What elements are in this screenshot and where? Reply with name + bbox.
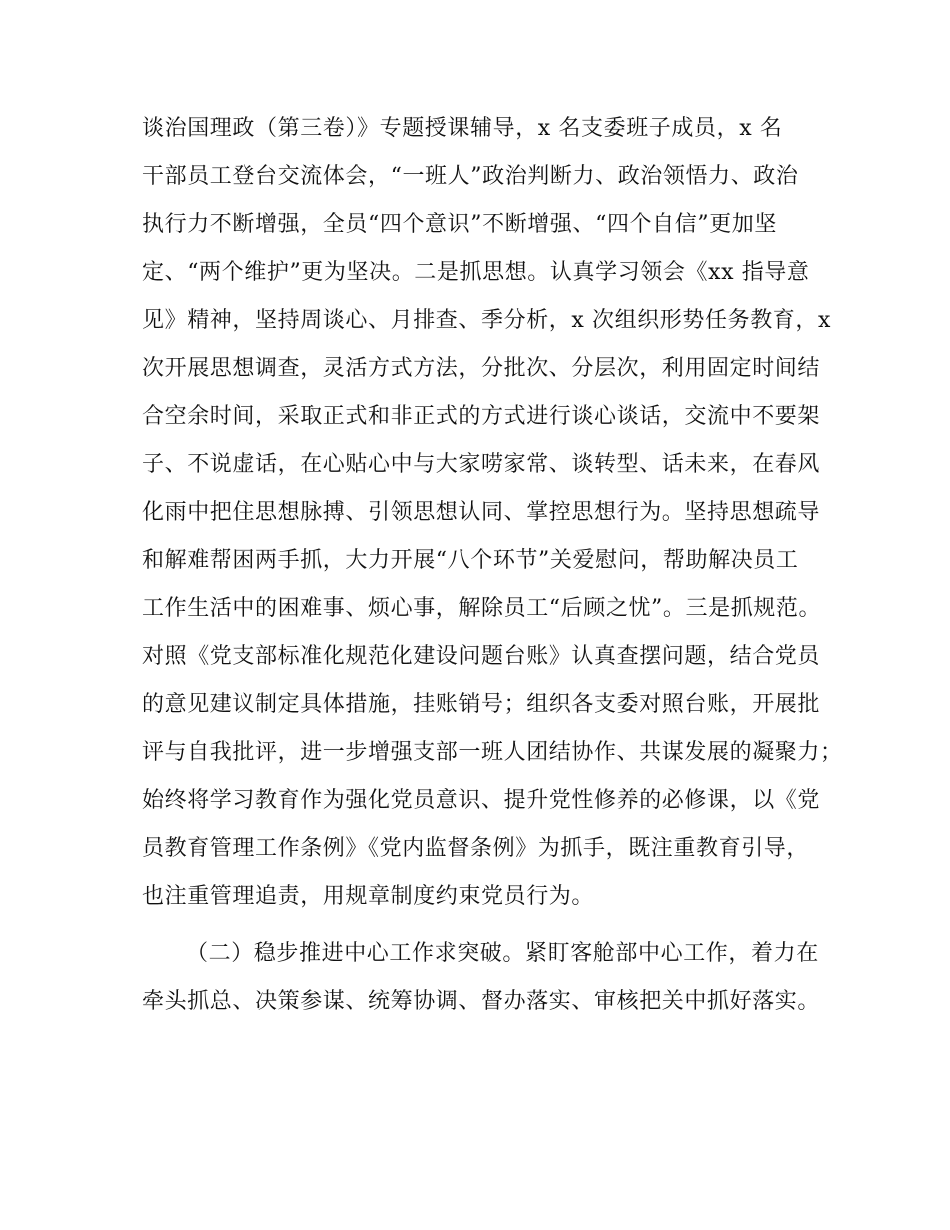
paragraph-2 <box>142 930 821 1026</box>
text-line: 化雨中把住思想脉搏、引领思想认同、掌控思想行为。坚持思想疏导 <box>142 500 821 525</box>
text-line: 始终将学习教育作为强化党员意识、提升党性修养的必修课，以《党 <box>142 788 821 813</box>
text-line: 合空余时间，采取正式和非正式的方式进行谈心谈话，交流中不要架 <box>142 404 821 429</box>
text-line: 也注重管理追责，用规章制度约束党员行为。 <box>142 884 595 909</box>
text-line: 对照《党支部标准化规范化建设问题台账》认真查摆问题，结合党员 <box>142 644 821 669</box>
text-line: 牵头抓总、决策参谋、统筹协调、督办落实、审核把关中抓好落实。 <box>142 989 821 1014</box>
text-line: 和解难帮困两手抓，大力开展“八个环节”关爱慰问，帮助解决员工 <box>142 548 799 573</box>
text-line: 员教育管理工作条例》《党内监督条例》为抓手，既注重教育引导， <box>142 836 810 861</box>
paragraph-1 <box>142 105 843 921</box>
text-line: 工作生活中的困难事、烦心事，解除员工“后顾之忧”。三是抓规范。 <box>142 596 822 621</box>
text-line: 定、“两个维护”更为坚决。二是抓思想。认真学习领会《xx 指导意 <box>142 260 810 285</box>
text-line: （二）稳步推进中心工作求突破。紧盯客舱部中心工作，着力在 <box>186 941 819 966</box>
text-line: 子、不说虚话，在心贴心中与大家唠家常、谈转型、话未来，在春风 <box>142 452 821 477</box>
text-line: 干部员工登台交流体会，“一班人”政治判断力、政治领悟力、政治 <box>142 164 799 189</box>
text-line: 见》精神，坚持周谈心、月排查、季分析，x 次组织形势任务教育，x <box>142 308 832 333</box>
text-line: 谈治国理政（第三卷）》专题授课辅导，x 名支委班子成员，x 名 <box>142 116 783 141</box>
text-line: 次开展思想调查，灵活方式方法，分批次、分层次，利用固定时间结 <box>142 356 821 381</box>
text-line: 评与自我批评，进一步增强支部一班人团结协作、共谋发展的凝聚力； <box>142 740 843 765</box>
text-line: 的意见建议制定具体措施，挂账销号；组织各支委对照台账，开展批 <box>142 692 821 717</box>
text-line: 执行力不断增强，全员“四个意识”不断增强、“四个自信”更加坚 <box>142 212 777 237</box>
